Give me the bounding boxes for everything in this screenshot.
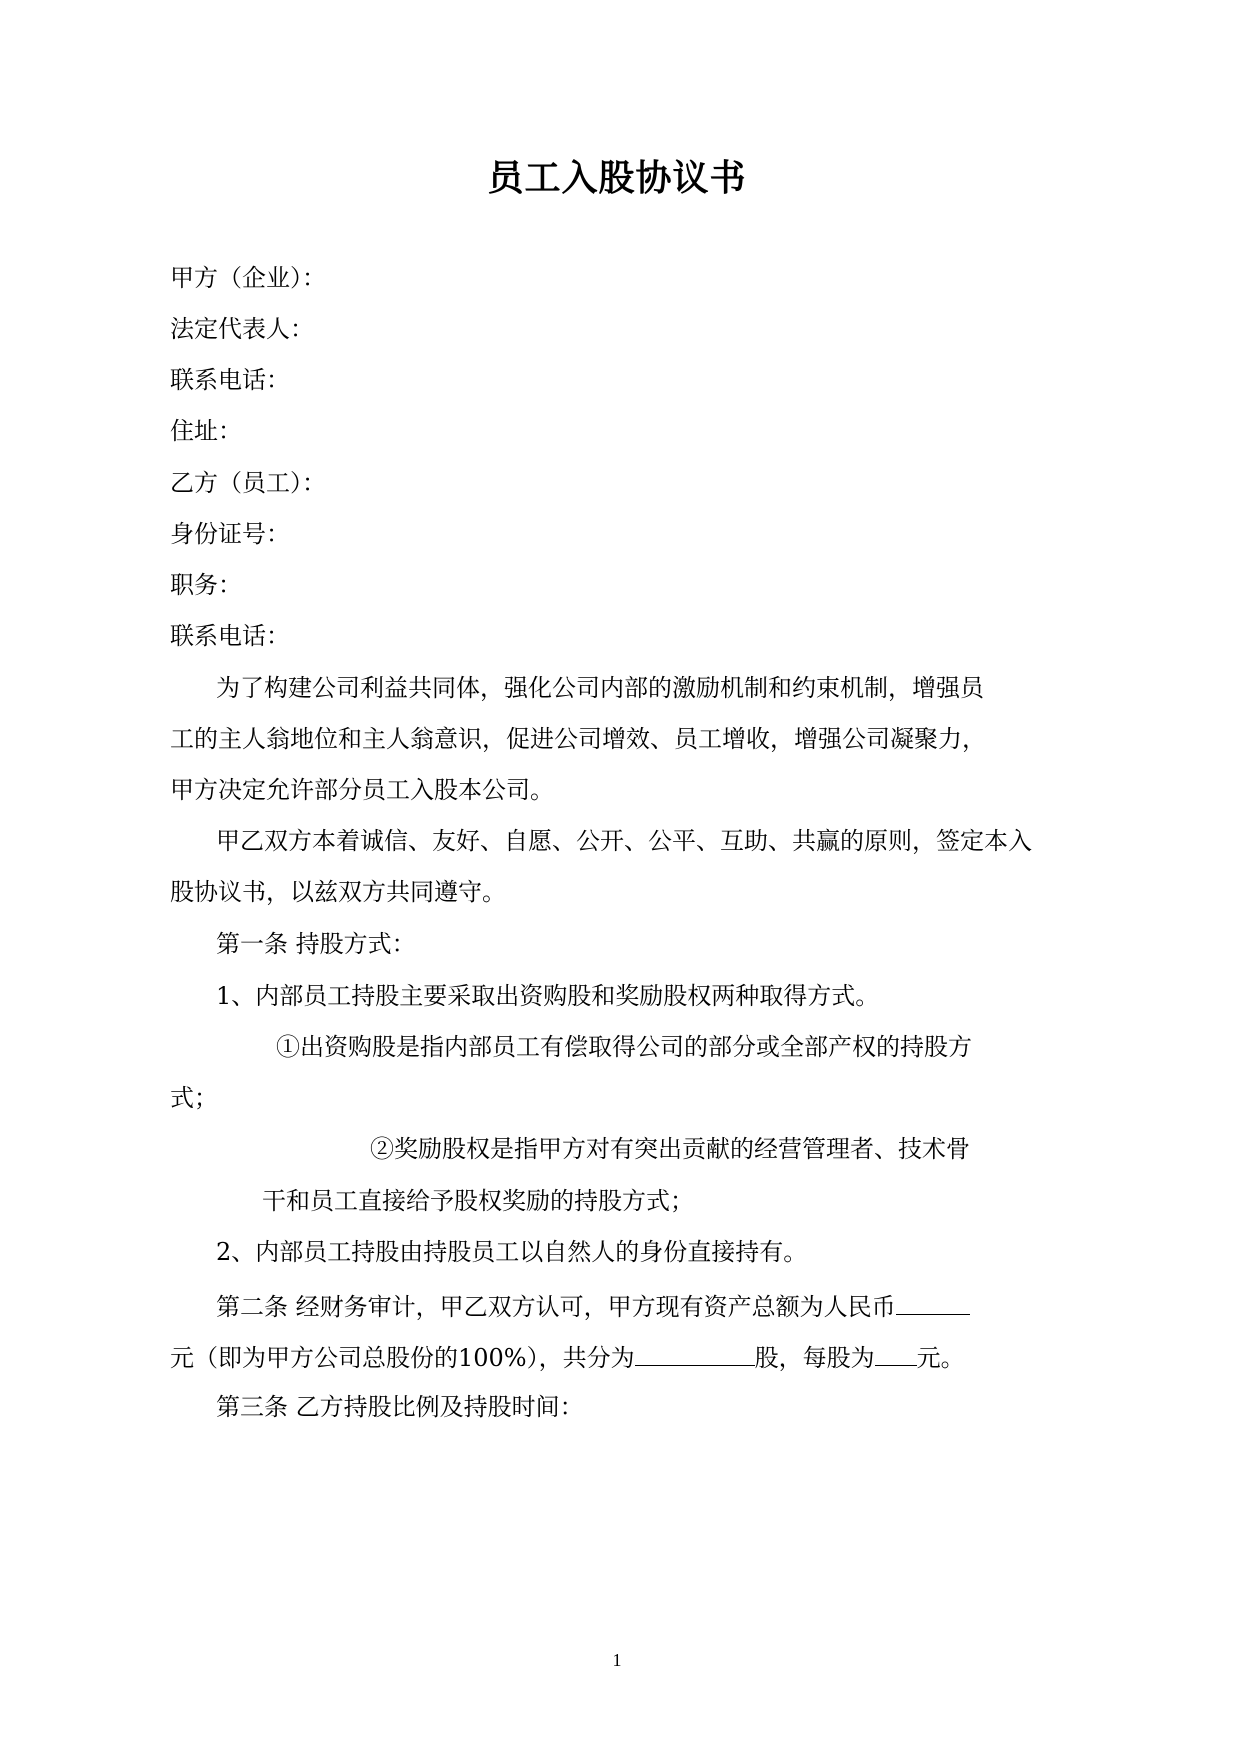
article-2-line-1-text: 第二条 经财务审计，甲乙双方认可，甲方现有资产总额为人民币 [216, 1293, 896, 1321]
party-b-position: 职务： [170, 571, 242, 599]
party-b-label: 乙方（员工）： [170, 469, 326, 497]
article-2-line-2-text-b: 股，每股为 [754, 1344, 875, 1372]
total-shares-blank[interactable] [635, 1339, 755, 1366]
article-1-sub-2-line-2: 干和员工直接给予股权奖励的持股方式； [262, 1187, 694, 1215]
total-assets-blank[interactable] [896, 1288, 970, 1315]
party-a-label: 甲方（企业）： [170, 264, 326, 292]
article-3-heading: 第三条 乙方持股比例及持股时间： [216, 1393, 584, 1421]
article-1-sub-1-line-2: 式； [170, 1084, 218, 1112]
preamble-paragraph-2-line-2: 股协议书，以兹双方共同遵守。 [170, 878, 506, 906]
party-a-address: 住址： [170, 417, 242, 445]
preamble-paragraph-2-line-1: 甲乙双方本着诚信、友好、自愿、公开、公平、互助、共赢的原则，签定本入 [216, 827, 1032, 855]
article-1-sub-2-line-1: ②奖励股权是指甲方对有突出贡献的经营管理者、技术骨 [370, 1135, 970, 1163]
article-1-heading: 第一条 持股方式： [216, 930, 416, 958]
preamble-paragraph-1-line-3: 甲方决定允许部分员工入股本公司。 [170, 776, 554, 804]
preamble-paragraph-1-line-2: 工的主人翁地位和主人翁意识，促进公司增效、员工增收，增强公司凝聚力， [170, 725, 986, 753]
article-2-line-2-text-c: 元。 [916, 1344, 965, 1372]
party-a-legal-rep: 法定代表人： [170, 315, 314, 343]
page-number: 1 [612, 1650, 622, 1670]
article-1-sub-1-line-1: ①出资购股是指内部员工有偿取得公司的部分或全部产权的持股方 [276, 1033, 972, 1061]
party-a-phone: 联系电话： [170, 366, 290, 394]
price-per-share-blank[interactable] [875, 1339, 917, 1366]
document-title: 员工入股协议书 [487, 158, 747, 199]
article-2-line-2-text-a: 元（即为甲方公司总股份的100%），共分为 [170, 1344, 635, 1372]
article-2-line-2 [170, 1339, 965, 1374]
article-1-item-1: 1、内部员工持股主要采取出资购股和奖励股权两种取得方式。 [216, 982, 880, 1010]
article-2-line-1 [216, 1288, 970, 1323]
preamble-paragraph-1-line-1: 为了构建公司利益共同体，强化公司内部的激励机制和约束机制，增强员 [216, 674, 984, 702]
party-b-id-number: 身份证号： [170, 520, 290, 548]
article-1-item-2: 2、内部员工持股由持股员工以自然人的身份直接持有。 [216, 1238, 808, 1266]
party-b-phone: 联系电话： [170, 622, 290, 650]
